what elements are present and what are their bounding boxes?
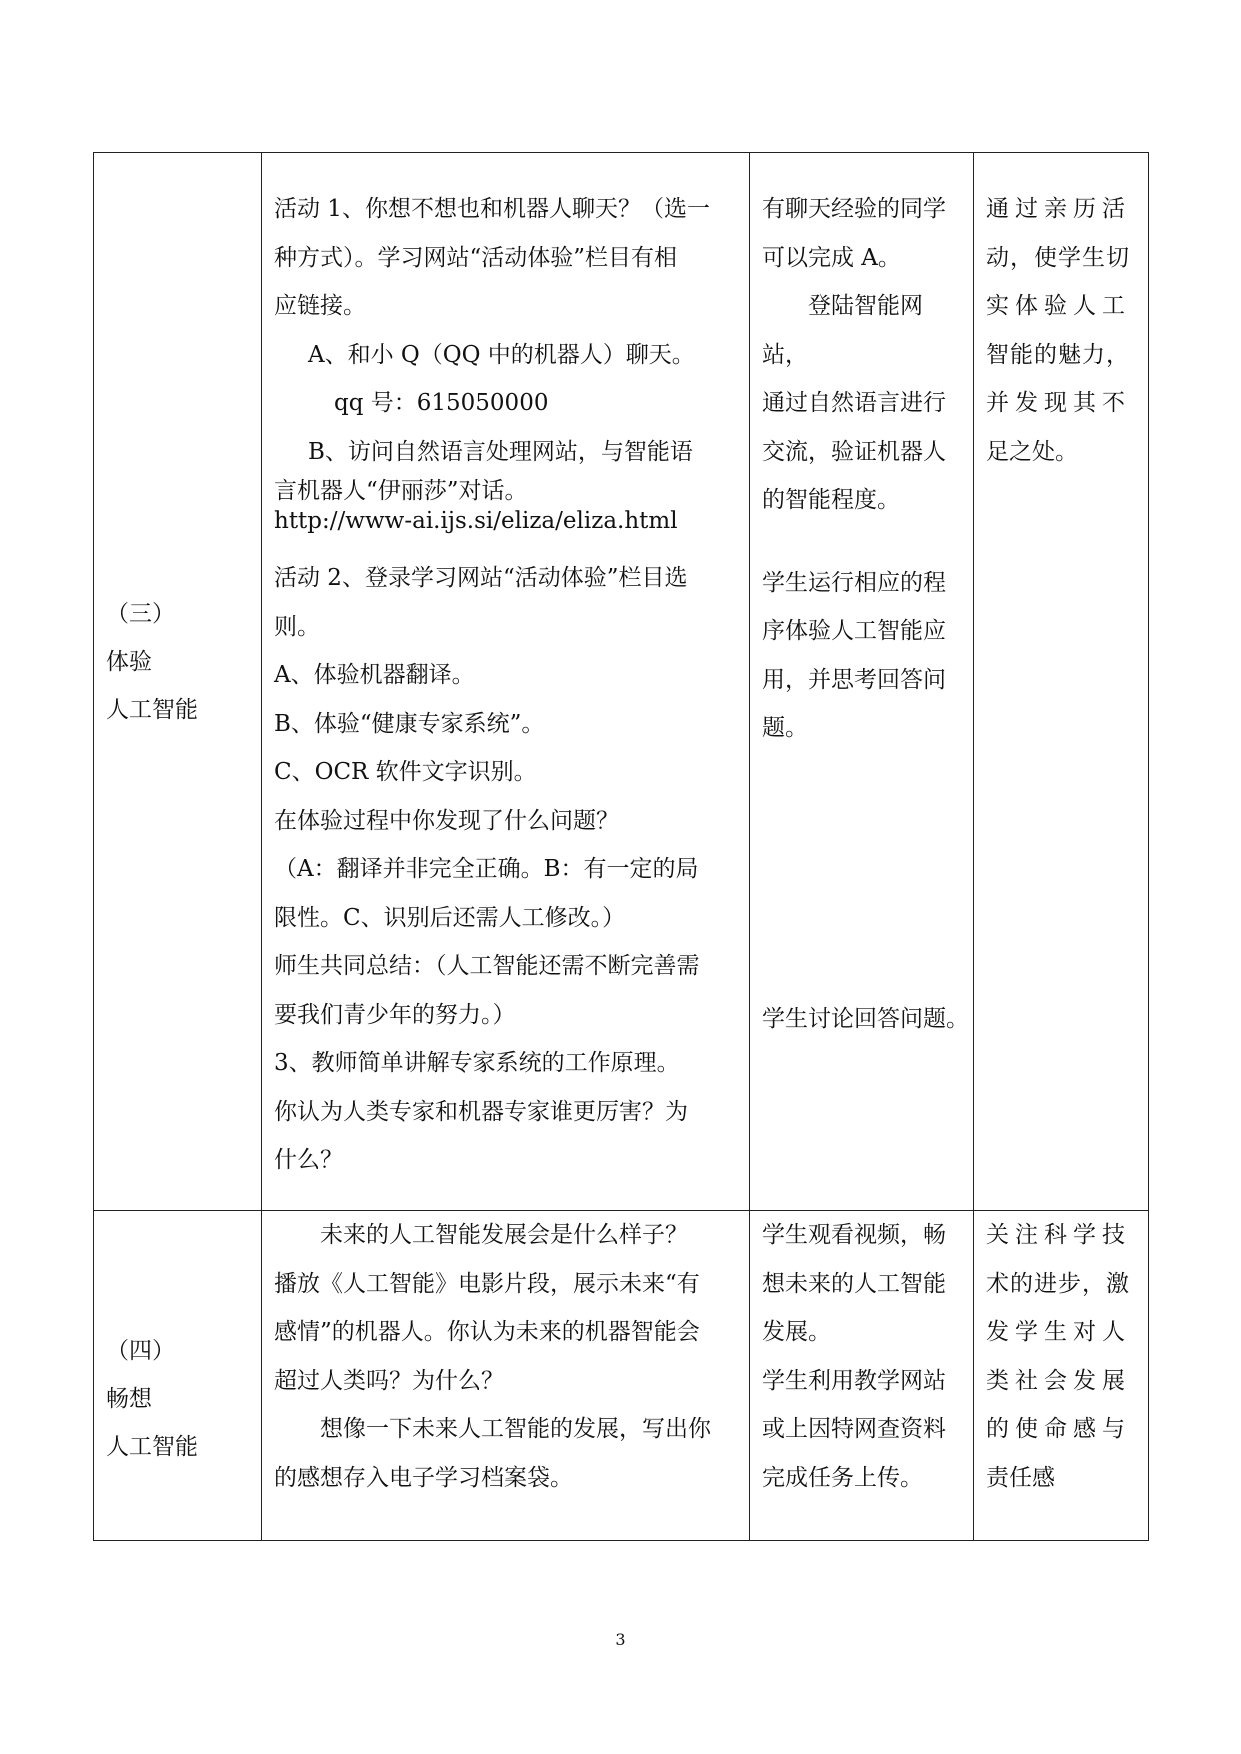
student-line: 序体验人工智能应: [762, 618, 946, 644]
content-line: 师生共同总结：（人工智能还需不断完善需: [274, 953, 700, 979]
url-link[interactable]: http://www-ai.ijs.si/eliza/eliza.html: [274, 508, 678, 534]
content-line: B、体验“健康专家系统”。: [274, 710, 545, 737]
stage-cell: [94, 1211, 262, 1541]
content-line: 未来的人工智能发展会是什么样子？: [320, 1222, 688, 1248]
content-line: 播放《人工智能》电影片段，展示未来“有: [274, 1270, 700, 1297]
stage-title-line2: 人工智能: [106, 1434, 198, 1460]
student-line: 题。: [762, 715, 808, 741]
content-line: A、体验机器翻译。: [274, 662, 475, 688]
student-line: 学生观看视频，畅: [762, 1222, 946, 1248]
content-line: B、访问自然语言处理网站，与智能语: [308, 438, 693, 465]
content-line: 限性。C、识别后还需人工修改。）: [274, 904, 626, 931]
content-line: 活动 1、你想不想也和机器人聊天？（选一: [274, 196, 710, 222]
stage-title-line1: 畅想: [106, 1386, 152, 1412]
content-line: 在体验过程中你发现了什么问题？: [274, 807, 619, 834]
student-line: 有聊天经验的同学: [762, 196, 946, 222]
content-cell: [262, 1211, 750, 1541]
student-line: 发展。: [762, 1319, 831, 1345]
student-line: 完成任务上传。: [762, 1464, 923, 1491]
page-number: 3: [615, 1630, 626, 1649]
content-line: A、和小 Q（QQ 中的机器人）聊天。: [308, 341, 695, 368]
content-line: qq 号：615050000: [334, 390, 549, 416]
content-line: 的感想存入电子学习档案袋。: [274, 1464, 573, 1491]
student-line: 通过自然语言进行: [762, 390, 946, 416]
stage-title-line2: 人工智能: [106, 696, 198, 723]
goal-line: 并发现其不: [986, 390, 1131, 416]
stage-number: （三）: [106, 600, 175, 627]
student-line: 登陆智能网站，: [762, 293, 923, 368]
student-line: 学生讨论回答问题。: [762, 1005, 969, 1032]
student-cell: [750, 153, 974, 1211]
lesson-table: [93, 152, 1149, 1541]
content-line: （A：翻译并非完全正确。B：有一定的局: [274, 856, 699, 882]
table-row: [94, 1211, 1149, 1541]
student-line: 可以完成 A。: [762, 244, 901, 271]
content-line: 什么？: [274, 1147, 343, 1173]
goal-line: 责任感: [986, 1464, 1055, 1491]
goal-line: 实体验人工: [986, 293, 1131, 319]
content-cell: [262, 153, 750, 1211]
goal-line: 智能的魅力，: [986, 341, 1130, 368]
stage-number: （四）: [106, 1338, 175, 1364]
student-line: 想未来的人工智能: [762, 1270, 946, 1297]
table-row: [94, 153, 1149, 1211]
goal-line: 的使命感与: [986, 1416, 1131, 1442]
student-line: 用，并思考回答问: [762, 666, 946, 693]
content-line: 你认为人类专家和机器专家谁更厉害？为: [274, 1098, 688, 1125]
goal-line: 术的进步，激: [986, 1270, 1130, 1297]
content-line: 要我们青少年的努力。）: [274, 1001, 516, 1028]
content-line: 想像一下未来人工智能的发展，写出你: [320, 1416, 711, 1442]
student-line: 交流，验证机器人: [762, 438, 946, 465]
goal-line: 足之处。: [986, 438, 1078, 465]
stage-cell: [94, 153, 262, 1211]
content-line: 应链接。: [274, 293, 366, 319]
goal-cell: [974, 1211, 1149, 1541]
student-line: 或上因特网查资料: [762, 1416, 946, 1442]
goal-line: 动，使学生切: [986, 244, 1130, 271]
content-line: 感情”的机器人。你认为未来的机器智能会: [274, 1319, 700, 1345]
student-line: 学生利用教学网站: [762, 1367, 946, 1394]
goal-line: 关注科学技: [986, 1222, 1131, 1248]
student-line: 学生运行相应的程: [762, 569, 946, 596]
content-line: 则。: [274, 613, 320, 640]
student-cell: [750, 1211, 974, 1541]
goal-line: 通过亲历活: [986, 196, 1131, 222]
content-line: C、OCR 软件文字识别。: [274, 759, 537, 785]
content-line: 言机器人“伊丽莎”对话。: [274, 478, 528, 504]
student-line: 的智能程度。: [762, 487, 900, 513]
goal-cell: [974, 153, 1149, 1211]
goal-line: 类社会发展: [986, 1367, 1131, 1394]
content-line: 种方式）。学习网站“活动体验”栏目有相: [274, 244, 678, 271]
content-line: 活动 2、登录学习网站“活动体验”栏目选: [274, 565, 688, 591]
content-line: 超过人类吗？为什么？: [274, 1367, 504, 1394]
stage-title-line1: 体验: [106, 648, 152, 675]
content-line: 3、教师简单讲解专家系统的工作原理。: [274, 1050, 680, 1076]
goal-line: 发学生对人: [986, 1319, 1131, 1345]
